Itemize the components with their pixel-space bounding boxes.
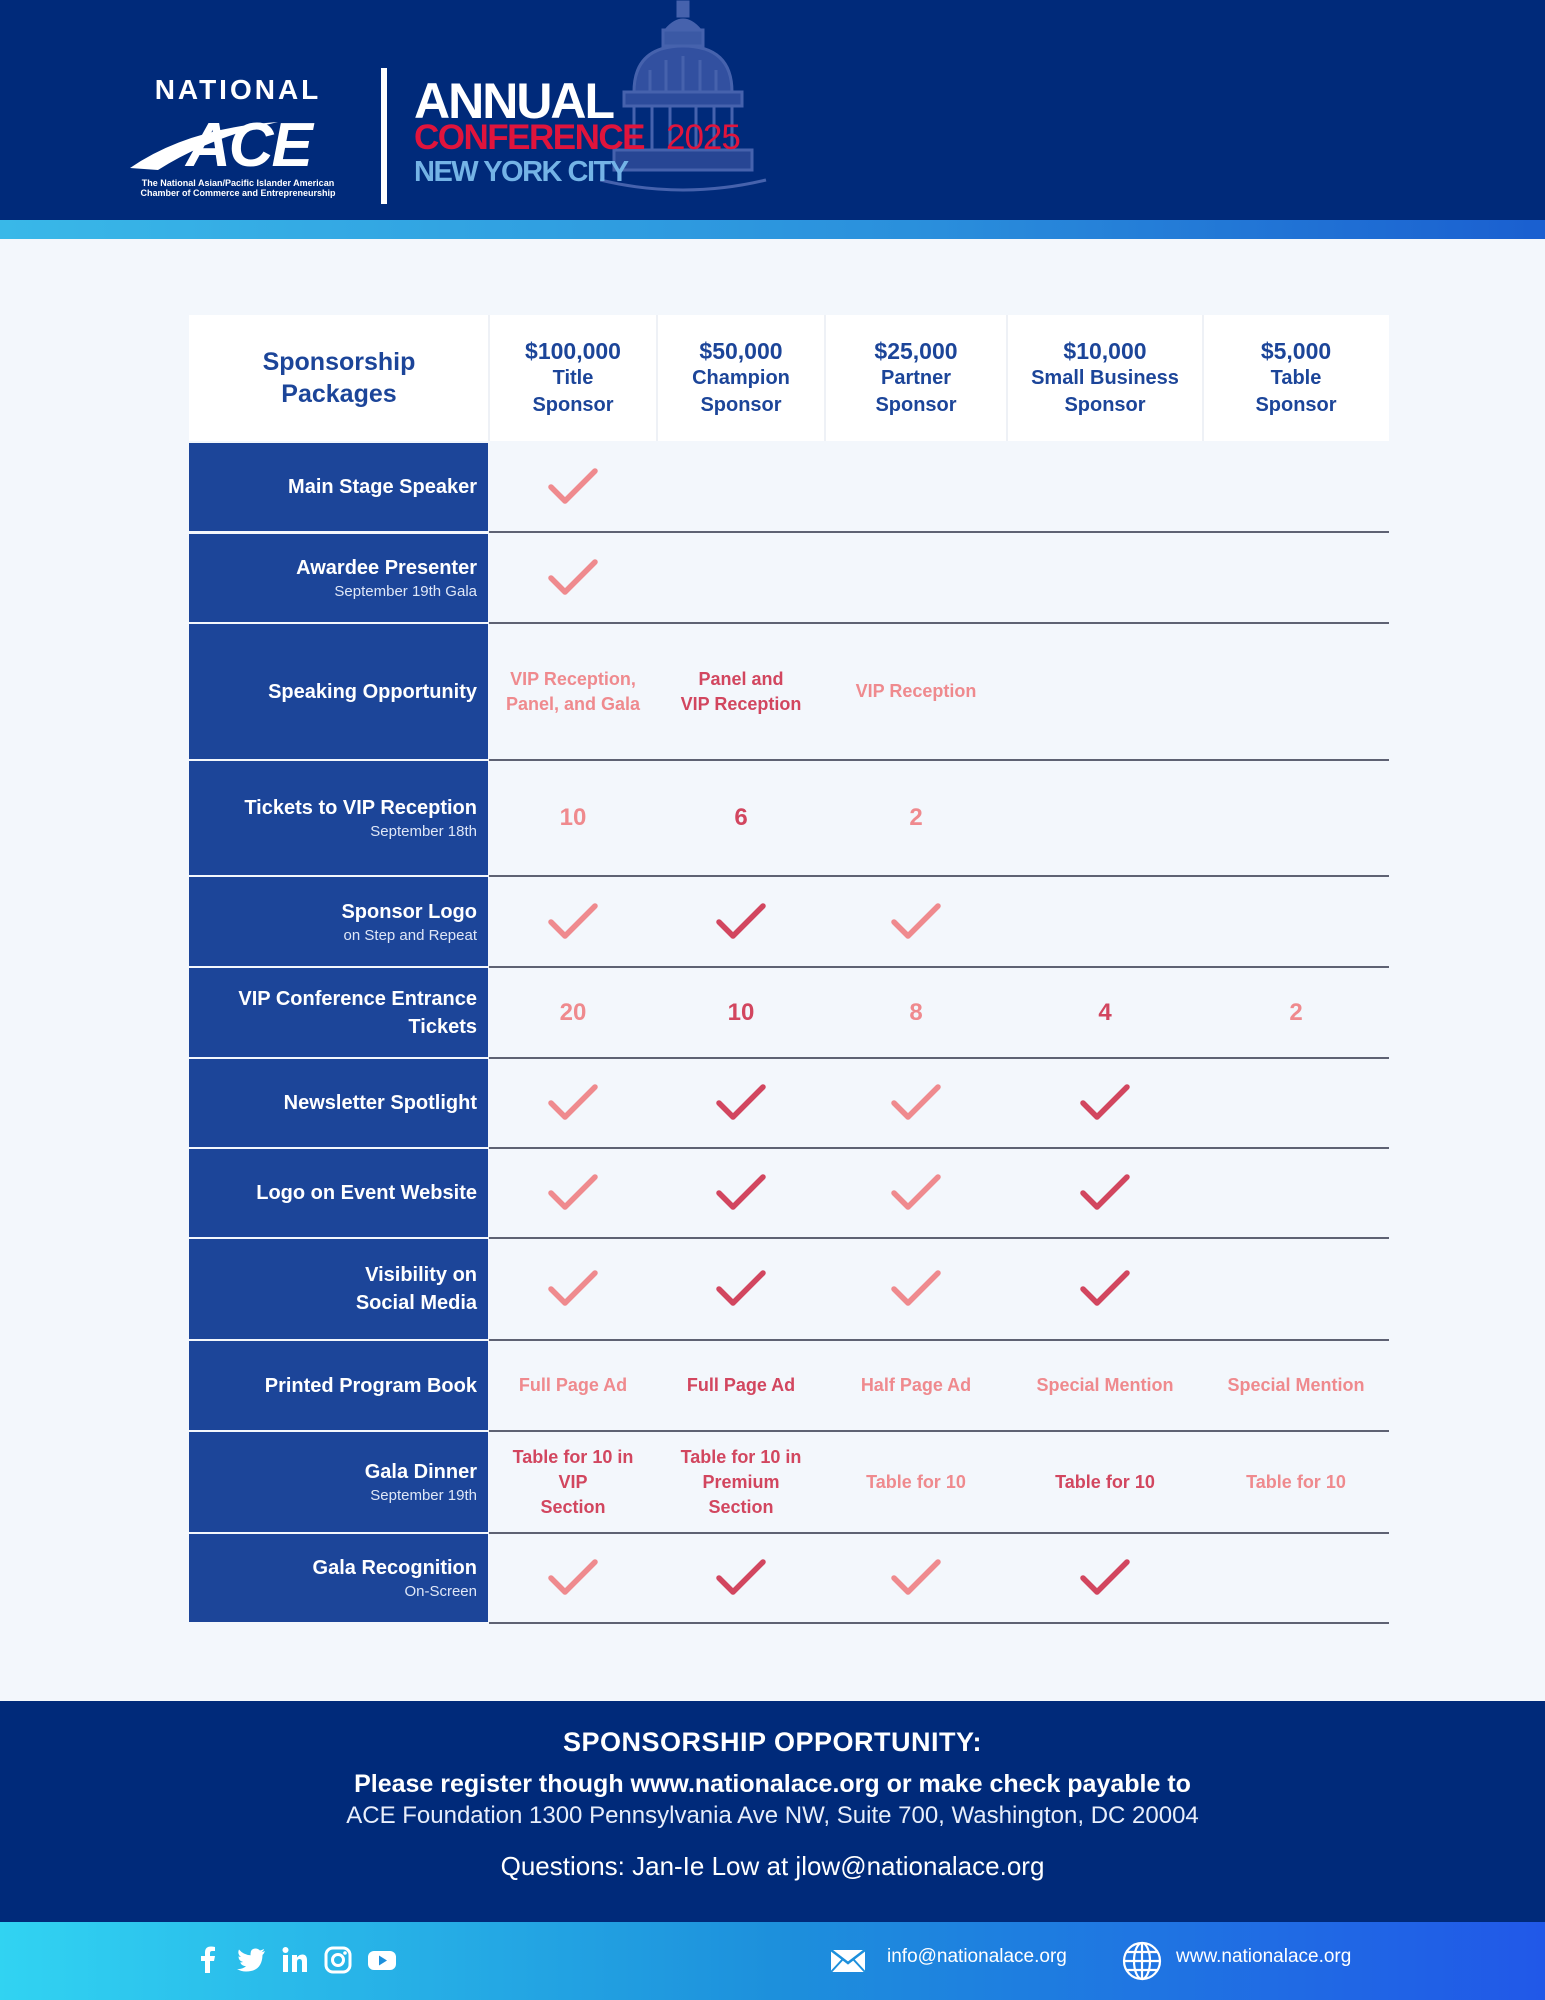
row-label-main: Awardee Presenter bbox=[296, 557, 477, 579]
cell-text bbox=[687, 1373, 795, 1398]
facebook-icon[interactable] bbox=[196, 1946, 218, 1974]
table-cell bbox=[657, 1534, 825, 1622]
logo-divider bbox=[381, 68, 387, 204]
table-cell bbox=[489, 1534, 657, 1622]
checkmark-icon bbox=[715, 1083, 767, 1123]
conference-title-text: CONFERENCE bbox=[414, 118, 645, 157]
cell-number: 10 bbox=[727, 998, 755, 1026]
header-separator bbox=[1202, 315, 1204, 441]
cell-text bbox=[681, 667, 802, 717]
checkmark-icon bbox=[547, 467, 599, 507]
row-label bbox=[189, 1149, 488, 1237]
footer-questions: Questions: Jan-Ie Low at jlow@nationalace.org bbox=[500, 1851, 1045, 1881]
checkmark-icon bbox=[890, 1083, 942, 1123]
cell-text bbox=[856, 679, 977, 704]
checkmark-icon bbox=[890, 1558, 942, 1598]
tier-name1: Title bbox=[552, 366, 594, 389]
logo-tagline-2: Chamber of Commerce and Entrepreneurship bbox=[140, 188, 336, 198]
checkmark-icon bbox=[890, 1173, 942, 1213]
footer-title: SPONSORSHIP OPPORTUNITY: bbox=[562, 1727, 983, 1757]
tier-price: $5,000 bbox=[1260, 337, 1332, 364]
table-cell bbox=[489, 761, 657, 875]
table-cell bbox=[489, 1149, 657, 1237]
table-cell bbox=[1007, 968, 1203, 1057]
table-cell bbox=[825, 624, 1007, 759]
tier-header-1 bbox=[489, 315, 657, 441]
table-header-row bbox=[189, 315, 1389, 441]
cell-number: 2 bbox=[1289, 998, 1303, 1026]
table-cell bbox=[1203, 1432, 1389, 1532]
cell-number: 6 bbox=[734, 804, 748, 831]
cell-text-line: Section bbox=[540, 1496, 606, 1517]
tier-name1: Champion bbox=[692, 366, 790, 389]
header-label-line-2: Packages bbox=[281, 380, 397, 408]
cell-text-line: VIP Reception bbox=[855, 681, 977, 701]
table-cell bbox=[489, 443, 657, 531]
tier-price: $25,000 bbox=[874, 337, 958, 364]
checkmark-icon bbox=[547, 1173, 599, 1213]
table-cell bbox=[489, 1239, 657, 1339]
table-cell bbox=[825, 1341, 1007, 1430]
row-label bbox=[189, 1432, 488, 1532]
row-label bbox=[189, 1239, 488, 1339]
table-cell bbox=[1203, 968, 1389, 1057]
cell-text bbox=[513, 1445, 634, 1520]
table-cell bbox=[657, 1432, 825, 1532]
tier-header-4 bbox=[1007, 315, 1203, 441]
cell-text-line: Table for 10 in bbox=[512, 1446, 634, 1467]
table-cell bbox=[1007, 1341, 1203, 1430]
row-label bbox=[189, 624, 488, 759]
cell-text bbox=[681, 1445, 802, 1520]
tier-name2: Sponsor bbox=[700, 393, 782, 416]
table-cell bbox=[825, 877, 1007, 966]
tier-header-3 bbox=[825, 315, 1007, 441]
tier-price: $50,000 bbox=[699, 337, 783, 364]
tier-name1: Partner bbox=[880, 366, 952, 389]
header-label-line-1: Sponsorship bbox=[262, 348, 416, 376]
row-label-main: Printed Program Book bbox=[264, 1374, 477, 1397]
table-cell bbox=[489, 877, 657, 966]
youtube-icon[interactable] bbox=[367, 1946, 397, 1974]
header-separator bbox=[488, 315, 490, 441]
table-cell bbox=[489, 1341, 657, 1430]
envelope-icon bbox=[830, 1949, 866, 1973]
row-label bbox=[189, 761, 488, 875]
footer-website[interactable]: www.nationalace.org bbox=[1176, 1946, 1352, 1967]
table-cell bbox=[825, 1239, 1007, 1339]
conference-annual-text: ANNUAL bbox=[414, 73, 614, 129]
table-cell bbox=[657, 761, 825, 875]
tier-name2: Sponsor bbox=[1255, 393, 1337, 416]
cell-text bbox=[519, 1373, 627, 1398]
header-separator bbox=[656, 315, 658, 441]
contact-bar bbox=[0, 1922, 1545, 2000]
table-cell bbox=[1007, 1149, 1203, 1237]
table-cell bbox=[825, 968, 1007, 1057]
row-label-sub: September 18th bbox=[370, 823, 477, 840]
page-header bbox=[0, 0, 1545, 220]
row-label-sub: On-Screen bbox=[404, 1583, 477, 1600]
row-label-main: Tickets to VIP Reception bbox=[244, 797, 477, 819]
cell-text-line: Full Page Ad bbox=[518, 1375, 628, 1395]
table-cell bbox=[489, 1059, 657, 1147]
conference-year-text: 2025 bbox=[666, 118, 740, 157]
tier-header-2 bbox=[657, 315, 825, 441]
table-cell bbox=[825, 1149, 1007, 1237]
instagram-icon[interactable] bbox=[324, 1946, 352, 1974]
row-label bbox=[189, 534, 488, 622]
table-cell bbox=[825, 1059, 1007, 1147]
table-cell bbox=[1007, 1059, 1203, 1147]
ace-logo-mark-icon bbox=[128, 108, 348, 174]
checkmark-icon bbox=[547, 1269, 599, 1309]
logo-national-text: NATIONAL bbox=[154, 74, 322, 105]
checkmark-icon bbox=[715, 1269, 767, 1309]
table-cell bbox=[825, 1534, 1007, 1622]
row-label-main: Newsletter Spotlight bbox=[283, 1092, 477, 1114]
tier-name1: Small Business bbox=[1031, 366, 1179, 389]
cell-text-line: Table for 10 in bbox=[680, 1446, 802, 1467]
row-label-main: Speaking Opportunity bbox=[268, 680, 477, 703]
cell-text-line: Table for 10 bbox=[866, 1471, 966, 1492]
checkmark-icon bbox=[715, 1558, 767, 1598]
row-label-main: Logo on Event Website bbox=[256, 1182, 477, 1204]
row-label bbox=[189, 1341, 488, 1430]
row-label-sub: September 19th bbox=[370, 1487, 477, 1504]
table-cell bbox=[657, 1149, 825, 1237]
sponsorship-table bbox=[189, 315, 1389, 1622]
footer-register-text: Please register though www.nationalace.org or make check payable to bbox=[354, 1770, 1191, 1798]
row-label-main: Gala Recognition bbox=[312, 1557, 477, 1579]
globe-icon bbox=[1122, 1941, 1162, 1981]
cell-text bbox=[861, 1373, 971, 1398]
table-cell bbox=[825, 761, 1007, 875]
row-label-sub: September 19th Gala bbox=[334, 583, 477, 600]
table-header-label bbox=[189, 315, 489, 441]
table-cell bbox=[1007, 1432, 1203, 1532]
row-label bbox=[189, 877, 488, 966]
row-label-main: Gala Dinner bbox=[364, 1461, 477, 1483]
linkedin-icon[interactable] bbox=[282, 1946, 308, 1974]
row-divider bbox=[489, 531, 1389, 533]
table-cell bbox=[657, 1239, 825, 1339]
footer-email[interactable]: info@nationalace.org bbox=[887, 1946, 1067, 1967]
row-divider bbox=[489, 1622, 1389, 1624]
cell-text-line: Table for 10 bbox=[1246, 1471, 1346, 1492]
header-stripe bbox=[0, 220, 1545, 239]
cell-text-line: VIP Reception, bbox=[510, 668, 636, 689]
cell-number: 10 bbox=[559, 804, 587, 831]
checkmark-icon bbox=[1079, 1558, 1131, 1598]
cell-text bbox=[506, 667, 640, 717]
checkmark-icon bbox=[1079, 1173, 1131, 1213]
cell-number: 8 bbox=[909, 998, 923, 1026]
tier-name1: Table bbox=[1270, 366, 1322, 389]
cell-text-line: VIP Reception bbox=[680, 693, 802, 714]
cell-text-line: Special Mention bbox=[1036, 1375, 1174, 1395]
table-cell bbox=[489, 1432, 657, 1532]
table-cell bbox=[1007, 1239, 1203, 1339]
checkmark-icon bbox=[715, 902, 767, 942]
cell-text bbox=[1036, 1373, 1173, 1398]
row-label-line: Visibility on bbox=[365, 1264, 477, 1286]
table-cell bbox=[489, 534, 657, 622]
checkmark-icon bbox=[890, 1269, 942, 1309]
table-cell bbox=[489, 624, 657, 759]
table-cell bbox=[657, 1341, 825, 1430]
row-label-main: Sponsor Logo bbox=[341, 900, 477, 923]
cell-text-line: Full Page Ad bbox=[686, 1375, 796, 1395]
footer-address: ACE Foundation 1300 Pennsylvania Ave NW, Suite 700, Washington, DC 20004 bbox=[346, 1802, 1199, 1829]
row-label-line: Tickets bbox=[408, 1015, 477, 1038]
checkmark-icon bbox=[1079, 1269, 1131, 1309]
cell-text-line: Special Mention bbox=[1227, 1375, 1365, 1395]
tier-price: $10,000 bbox=[1063, 337, 1147, 364]
row-label bbox=[189, 1534, 488, 1622]
row-label bbox=[189, 1059, 488, 1147]
page-footer bbox=[0, 1701, 1545, 1922]
logo-tagline-1: The National Asian/Pacific Islander American bbox=[141, 178, 335, 188]
cell-text-line: VIP bbox=[558, 1471, 588, 1492]
header-separator bbox=[824, 315, 826, 441]
row-label-line: VIP Conference Entrance bbox=[238, 987, 477, 1010]
cell-text bbox=[1055, 1470, 1155, 1495]
table-cell bbox=[657, 1059, 825, 1147]
row-label-main: Main Stage Speaker bbox=[288, 476, 477, 498]
cell-text-line: Table for 10 bbox=[1055, 1471, 1155, 1492]
checkmark-icon bbox=[1079, 1083, 1131, 1123]
cell-text-line: Section bbox=[708, 1496, 774, 1517]
tier-header-5 bbox=[1203, 315, 1389, 441]
table-cell bbox=[1007, 1534, 1203, 1622]
cell-text bbox=[866, 1470, 966, 1495]
table-cell bbox=[657, 968, 825, 1057]
twitter-icon[interactable] bbox=[236, 1946, 266, 1974]
cell-number: 4 bbox=[1098, 998, 1112, 1026]
tier-price: $100,000 bbox=[525, 337, 621, 364]
cell-text bbox=[1246, 1470, 1346, 1495]
tier-name2: Sponsor bbox=[532, 393, 614, 416]
cell-number: 2 bbox=[909, 804, 923, 831]
table-cell bbox=[657, 877, 825, 966]
cell-number: 20 bbox=[559, 998, 587, 1026]
cell-text bbox=[1227, 1373, 1364, 1398]
table-cell bbox=[657, 624, 825, 759]
checkmark-icon bbox=[547, 902, 599, 942]
tier-name2: Sponsor bbox=[875, 393, 957, 416]
table-cell bbox=[489, 968, 657, 1057]
logo-ace-text: ACE bbox=[186, 111, 311, 174]
cell-text-line: Panel and bbox=[698, 668, 784, 689]
checkmark-icon bbox=[547, 558, 599, 598]
checkmark-icon bbox=[547, 1083, 599, 1123]
row-label-sub: on Step and Repeat bbox=[343, 926, 477, 944]
checkmark-icon bbox=[890, 902, 942, 942]
conference-city-text: NEW YORK CITY bbox=[414, 156, 628, 188]
row-label bbox=[189, 968, 488, 1057]
table-cell bbox=[1203, 1341, 1389, 1430]
row-label-line: Social Media bbox=[355, 1292, 477, 1314]
ace-logo bbox=[125, 74, 351, 198]
checkmark-icon bbox=[715, 1173, 767, 1213]
header-separator bbox=[1006, 315, 1008, 441]
cell-text-line: Half Page Ad bbox=[860, 1375, 972, 1395]
cell-text-line: Premium bbox=[702, 1471, 780, 1492]
table-cell bbox=[825, 1432, 1007, 1532]
tier-name2: Sponsor bbox=[1064, 393, 1146, 416]
cell-text-line: Panel, and Gala bbox=[505, 693, 641, 714]
row-label bbox=[189, 443, 488, 531]
checkmark-icon bbox=[547, 1558, 599, 1598]
